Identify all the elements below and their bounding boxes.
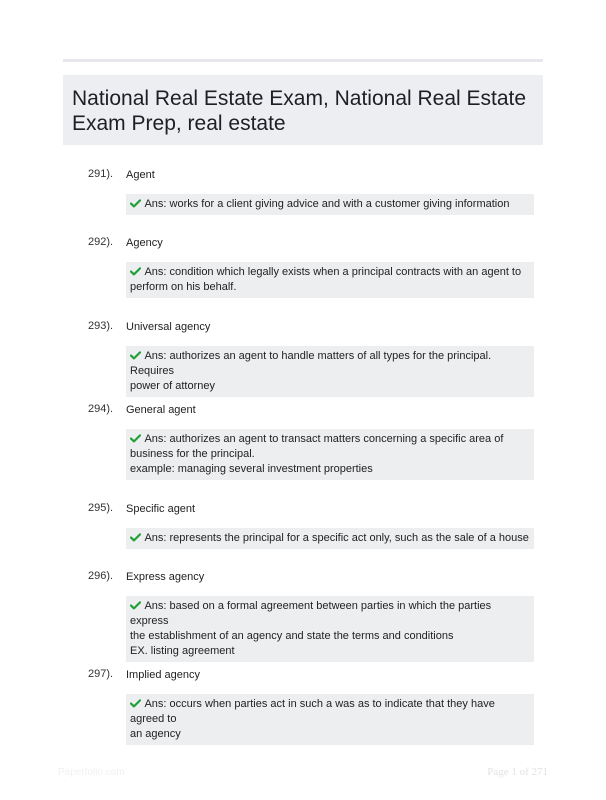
answer-line: [130, 265, 530, 280]
page-number: Page 1 of 271: [487, 766, 548, 778]
answer-line: [130, 599, 530, 629]
answer-text: Ans: occurs when parties act in such a was as to indicate that they have agreed to: [130, 698, 495, 725]
check-icon: [130, 601, 141, 610]
check-icon: [130, 267, 141, 276]
question-number: 293).: [88, 320, 114, 332]
question-term: General agent: [126, 404, 196, 416]
question-term: Specific agent: [126, 503, 196, 515]
answer-text: Ans: works for a client giving advice and with a customer giving information: [144, 198, 510, 210]
check-icon: [130, 434, 141, 443]
answer-line: power of attorney: [130, 380, 215, 392]
check-icon: [130, 351, 141, 360]
question-number: 294).: [88, 403, 114, 415]
answer-line: the establishment of an agency and state the terms and conditions: [130, 630, 454, 642]
footer-watermark: Paperfolio.com: [58, 767, 125, 778]
question-number: 296).: [88, 570, 114, 582]
question-term: Agent: [126, 169, 155, 181]
answer-line: perform on his behalf.: [130, 281, 237, 293]
check-icon: [130, 199, 141, 208]
question-number: 292).: [88, 236, 114, 248]
page-title-line-2: Exam Prep, real estate: [72, 112, 286, 135]
page-title-line-1: National Real Estate Exam, National Real Estate: [72, 87, 527, 110]
question-number: 295).: [88, 502, 114, 514]
answer-line: business for the principal.: [130, 448, 255, 460]
page-title: [72, 86, 533, 136]
answer-box: [126, 528, 534, 549]
answer-box: [126, 429, 534, 480]
top-divider: [63, 59, 543, 62]
answer-text: Ans: authorizes an agent to transact matters concerning a specific area of: [144, 433, 504, 445]
answer-line: an agency: [130, 728, 181, 740]
answer-box: [126, 596, 534, 662]
check-icon: [130, 533, 141, 542]
question-number: 297).: [88, 668, 114, 680]
answer-line: EX. listing agreement: [130, 645, 235, 657]
answer-text: Ans: condition which legally exists when a principal contracts with an agent to: [144, 266, 522, 278]
answer-text: Ans: authorizes an agent to handle matters of all types for the principal. Requires: [130, 350, 492, 377]
answer-box: [126, 194, 534, 215]
answer-line: example: managing several investment properties: [130, 463, 373, 475]
answer-box: [126, 694, 534, 745]
answer-line: [130, 697, 530, 727]
question-term: Universal agency: [126, 321, 211, 333]
check-icon: [130, 699, 141, 708]
answer-text: Ans: represents the principal for a specific act only, such as the sale of a house: [144, 532, 529, 544]
answer-box: [126, 262, 534, 298]
title-banner: [63, 75, 543, 145]
answer-line: [130, 349, 530, 379]
question-term: Implied agency: [126, 669, 200, 681]
answer-box: [126, 346, 534, 397]
question-term: Agency: [126, 237, 163, 249]
answer-line: [130, 432, 530, 447]
answer-line: [130, 197, 530, 212]
question-term: Express agency: [126, 571, 205, 583]
answer-line: [130, 531, 530, 546]
question-number: 291).: [88, 168, 114, 180]
answer-text: Ans: based on a formal agreement between parties in which the parties express: [130, 600, 492, 627]
